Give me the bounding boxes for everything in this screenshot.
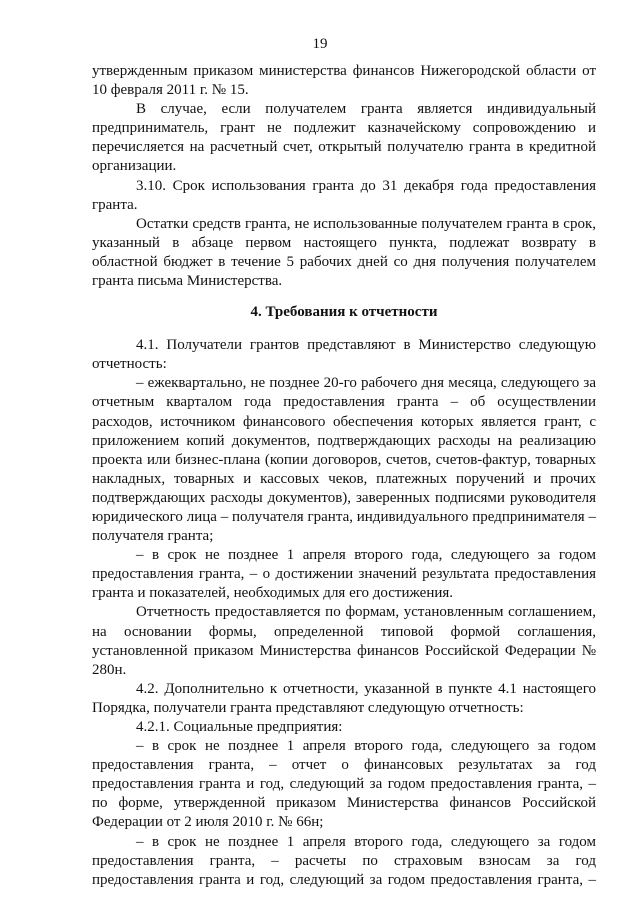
paragraph-after-5: 4.2. Дополнительно к отчетности, указанной в пункте 4.1 настоящего Порядка, получатели гранта представляют следующую отчетность: — [92, 680, 596, 716]
paragraph-before-1: утвержденным приказом министерства финансов Нижегородской области от 10 февраля 2011 г. № 15. — [92, 63, 596, 99]
paragraph-after-7: – в срок не позднее 1 апреля второго года, следующего за годом предоставления гранта, – отчет о финансовых результатах за год предоставления гранта и год, следующий за годом предоставления гранта, – по форме, утвержденной приказом Министерства финансов Российской Федерации от 2 июля 2010 г. № 66н; — [92, 738, 596, 831]
page-number: 19 — [312, 36, 328, 52]
paragraph-after-1: 4.1. Получатели грантов представляют в Министерство следующую отчетность: — [92, 337, 596, 373]
paragraph-after-4: Отчетность предоставляется по формам, установленным соглашением, на основании формы, определенной типовой формой соглашения, установленной приказом Министерства финансов Российской Федерации № 280н. — [92, 604, 596, 678]
paragraph-after-8: – в срок не позднее 1 апреля второго года, следующего за годом предоставления гранта, – расчеты по страховым взносам за год предоставления гранта и год, следующий за годом предоставления гранта, – — [92, 833, 596, 888]
paragraph-after-6: 4.2.1. Социальные предприятия: — [136, 719, 343, 735]
document-body — [92, 62, 596, 890]
paragraph-after-2: – ежеквартально, не позднее 20-го рабочего дня месяца, следующего за отчетным кварталом года предоставления гранта – об осуществлении расходов, источником финансового обеспечения которых является грант, с приложением копий документов, подтверждающих расходы на реализацию проекта или бизнес-плана (копии договоров, счетов, счетов-фактур, товарных накладных, товарных и кассовых чеков, платежных поручений и прочих подтверждающих расходы документов), заверенных подписями руководителя юридического лица – получателя гранта, индивидуального предпринимателя – получателя гранта; — [92, 375, 596, 545]
paragraph-before-4: Остатки средств гранта, не использованные получателем гранта в срок, указанный в абзаце первом настоящего пункта, подлежат возврату в областной бюджет в течение 5 рабочих дней со дня получения получателем гранта письма Министерства. — [92, 215, 596, 290]
paragraph-after-3: – в срок не позднее 1 апреля второго года, следующего за годом предоставления гранта, – о достижении значений результата предоставления гранта и показателей, необходимых для его достижения. — [92, 547, 596, 602]
section-heading: 4. Требования к отчетности — [250, 304, 438, 321]
paragraph-before-3: 3.10. Срок использования гранта до 31 декабря года предоставления гранта. — [92, 177, 596, 213]
paragraph-before-2: В случае, если получателем гранта является индивидуальный предприниматель, грант не подлежит казначейскому сопровождению и перечисляется на расчетный счет, открытый получателю гранта в кредитной организации. — [92, 101, 596, 175]
